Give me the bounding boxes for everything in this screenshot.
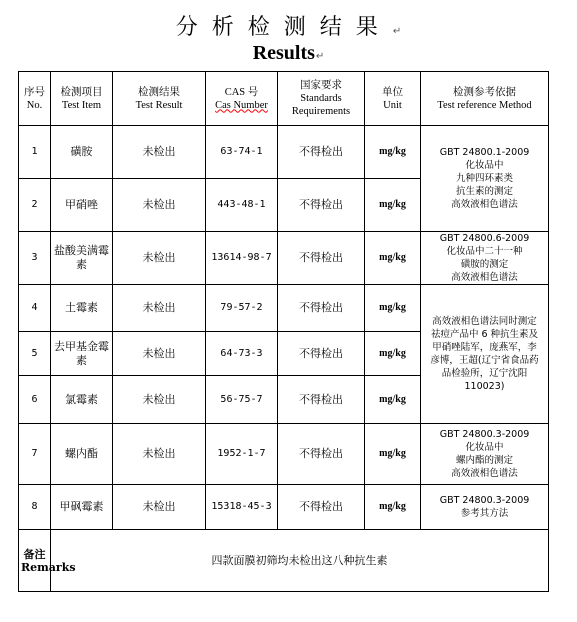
cell-result: 未检出 [113,232,206,285]
header-result: 检测结果 Test Result [113,72,206,126]
cell-unit: mg/kg [365,232,421,285]
cell-ref-2: GBT 24800.6-2009 化妆品中二十一种 磺胺的测定 高效液相色谱法 [421,232,549,285]
cell-item: 盐酸美满霉素 [51,232,113,285]
cell-standard: 不得检出 [278,424,365,485]
cell-result: 未检出 [113,126,206,179]
remarks-row [19,530,549,592]
cell-standard: 不得检出 [278,126,365,179]
cell-result: 未检出 [113,332,206,376]
header-ref: 检测参考依据 Test reference Method [421,72,549,126]
cell-no: 5 [19,332,51,376]
cell-cas: 63-74-1 [206,126,278,179]
table-row [19,232,549,285]
cell-no: 6 [19,376,51,424]
cell-standard: 不得检出 [278,332,365,376]
page-title-en: Results↵ [252,42,325,64]
cell-result: 未检出 [113,285,206,332]
remarks-text: 四款面膜初筛均未检出这八种抗生素 [51,530,549,592]
cell-no: 3 [19,232,51,285]
results-table [18,71,549,592]
header-standard: 国家要求 Standards Requirements [278,72,365,126]
cell-no: 1 [19,126,51,179]
remarks-label: 备注 Remarks [19,530,51,592]
cell-unit: mg/kg [365,332,421,376]
cell-ref-4: GBT 24800.3-2009 化妆品中 螺内酯的测定 高效液相色谱法 [421,424,549,485]
cell-unit: mg/kg [365,179,421,232]
table-row [19,285,549,332]
page-title-cn: 分析检测结果↵ [175,15,402,40]
table-row [19,485,549,530]
cell-result: 未检出 [113,179,206,232]
cell-item: 去甲基金霉素 [51,332,113,376]
cell-ref-3: 高效液相色谱法同时测定 祛痘产品中 6 种抗生素及 甲硝唑陆军，庞燕军，李 彦博，王超(辽宁省食品药 品检验所，辽宁沈阳 110023) [421,285,549,424]
cell-unit: mg/kg [365,126,421,179]
cell-standard: 不得检出 [278,485,365,530]
header-seq: 序号 No. [19,72,51,126]
cell-item: 螺内酯 [51,424,113,485]
cell-result: 未检出 [113,485,206,530]
cell-no: 2 [19,179,51,232]
cell-item: 磺胺 [51,126,113,179]
cell-no: 4 [19,285,51,332]
cell-cas: 64-73-3 [206,332,278,376]
cell-standard: 不得检出 [278,285,365,332]
cell-standard: 不得检出 [278,179,365,232]
cell-item: 甲硝唑 [51,179,113,232]
header-unit: 单位 Unit [365,72,421,126]
cell-cas: 15318-45-3 [206,485,278,530]
cell-no: 7 [19,424,51,485]
cell-unit: mg/kg [365,485,421,530]
cell-standard: 不得检出 [278,376,365,424]
cell-cas: 13614-98-7 [206,232,278,285]
cell-cas: 1952-1-7 [206,424,278,485]
cell-standard: 不得检出 [278,232,365,285]
cell-cas: 443-48-1 [206,179,278,232]
header-item: 检测项目 Test Item [51,72,113,126]
header-row [19,72,549,126]
cell-ref-5: GBT 24800.3-2009 参考其方法 [421,485,549,530]
cell-item: 甲砜霉素 [51,485,113,530]
cell-no: 8 [19,485,51,530]
cell-unit: mg/kg [365,376,421,424]
cell-unit: mg/kg [365,285,421,332]
cell-cas: 56-75-7 [206,376,278,424]
cell-unit: mg/kg [365,424,421,485]
table-row [19,126,549,179]
table-row [19,424,549,485]
cell-cas: 79-57-2 [206,285,278,332]
cell-item: 氯霉素 [51,376,113,424]
cell-ref-1: GBT 24800.1-2009 化妆品中 九种四环素类 抗生素的测定 高效液相色谱法 [421,126,549,232]
cell-result: 未检出 [113,424,206,485]
header-cas: CAS 号 Cas Number [206,72,278,126]
cell-result: 未检出 [113,376,206,424]
cell-item: 土霉素 [51,285,113,332]
